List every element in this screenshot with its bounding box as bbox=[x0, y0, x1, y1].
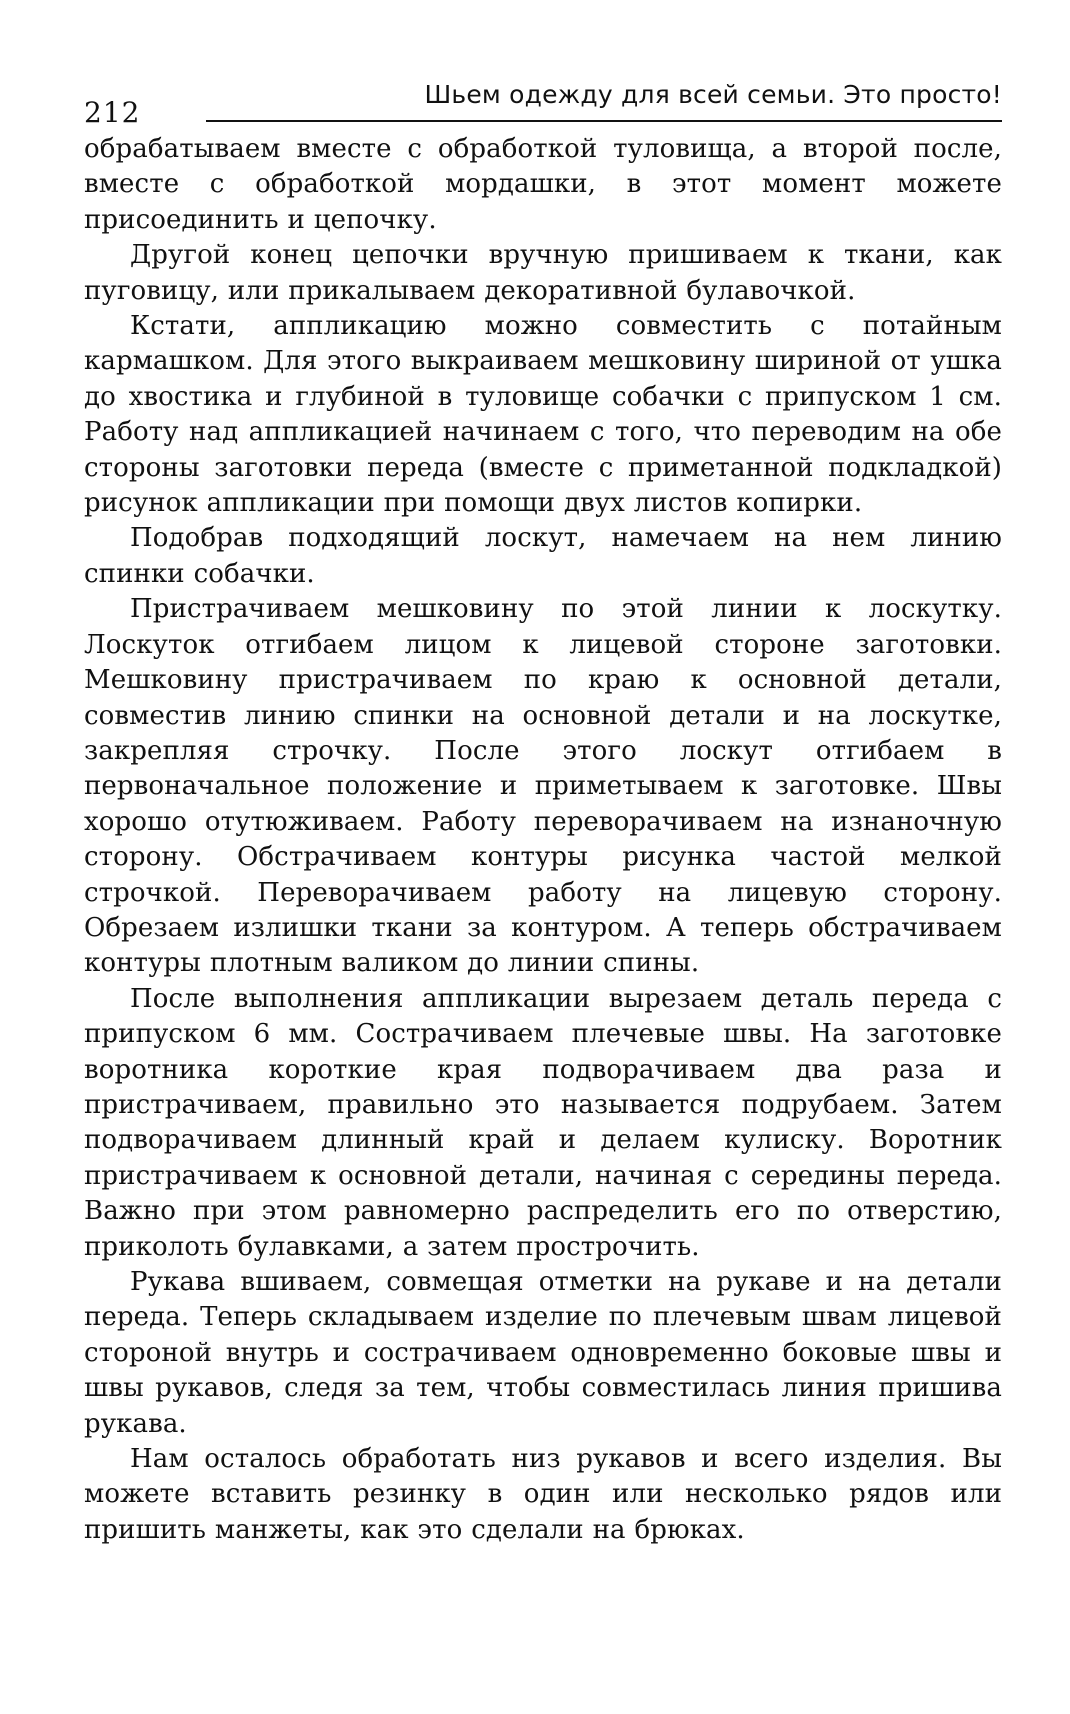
paragraph: Кстати, аппликацию можно совместить с потайным кармашком. Для этого выкраиваем мешковину шириной от ушка до хвостика и глубиной в туловище собачки с припуском 1 см. Работу над аппликацией начинаем с того, что переводим на обе стороны заготовки переда (вместе с приметанной подкладкой) рисунок аппликации при помощи двух листов копирки. bbox=[84, 311, 1002, 519]
paragraph: Рукава вшиваем, совмещая отметки на рукаве и на детали переда. Теперь складываем изделие по плечевым швам лицевой стороной внутрь и сострачиваем одновременно боковые швы и швы рукавов, следя за тем, чтобы совместилась линия пришива рукава. bbox=[84, 1267, 1002, 1439]
paragraph: Подобрав подходящий лоскут, намечаем на нем линию спинки собачки. bbox=[84, 523, 1002, 589]
paragraph: После выполнения аппликации вырезаем деталь переда с припуском 6 мм. Сострачиваем плечевые швы. На заготовке воротника короткие края подворачиваем два раза и пристрачиваем, правильно это называется подрубаем. Затем подворачиваем длинный край и делаем кулиску. Воротник пристрачиваем к основной детали, начиная с середины переда. Важно при этом равномерно распределить его по отверстию, приколоть булавками, а затем прострочить. bbox=[84, 983, 1002, 1262]
running-title: Шьем одежду для всей семьи. Это просто! bbox=[424, 80, 1002, 109]
paragraph: Пристрачиваем мешковину по этой линии к лоскутку. Лоскуток отгибаем лицом к лицевой стороне заготовки. Мешковину пристрачиваем по краю к основной детали, совместив линию спинки на основной детали и на лоскутке, закрепляя строчку. После этого лоскут отгибаем в первоначальное положение и приметываем к заготовке. Швы хорошо отутюживаем. Работу переворачиваем на изнаночную сторону. Обстрачиваем контуры рисунка частой мелкой строчкой. Переворачиваем работу на лицевую сторону. Обрезаем излишки ткани за контуром. А теперь обстрачиваем контуры плотным валиком до линии спины. bbox=[84, 594, 1002, 979]
paragraph: Нам осталось обработать низ рукавов и всего изделия. Вы можете вставить резинку в один или несколько рядов или пришить манжеты, как это сделали на брюках. bbox=[84, 1444, 1002, 1545]
paragraph-continuation: обрабатываем вместе с обработкой туловища, а второй после, вместе с обработкой мордашки, в этот момент можете присоединить и цепочку. bbox=[84, 134, 1002, 235]
page-number: 212 bbox=[84, 96, 141, 129]
page-header bbox=[84, 70, 1002, 132]
paragraph: Другой конец цепочки вручную пришиваем к ткани, как пуговицу, или прикалываем декоративной булавочкой. bbox=[84, 240, 1002, 306]
book-page bbox=[84, 70, 1002, 1548]
header-rule bbox=[206, 120, 1002, 122]
body-text bbox=[84, 132, 1002, 1548]
